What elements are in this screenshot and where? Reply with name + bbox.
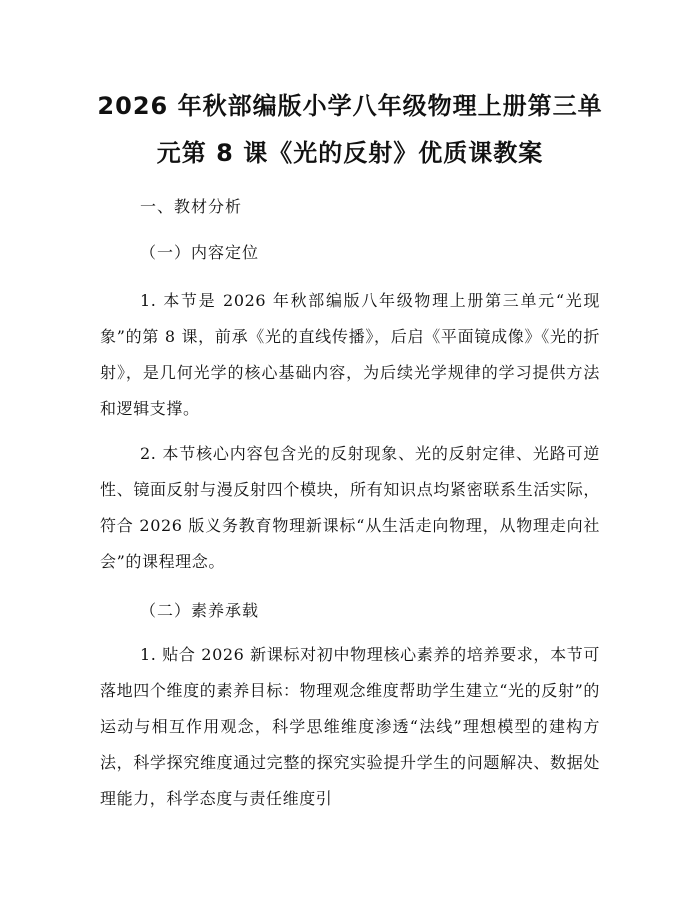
subsection-heading-content-position: （一）内容定位 (140, 243, 260, 262)
paragraph-content-position-1: 1. 本节是 2026 年秋部编版八年级物理上册第三单元“光现象”的第 8 课，前承《光的直线传播》，后启《平面镜成像》《光的折射》，是几何光学的核心基础内容，为后续光学规律的学习提供方法和逻辑支撑。 (100, 291, 600, 418)
document-title-line-1: 2026 年秋部编版小学八年级物理上册第三单 (97, 92, 603, 120)
paragraph-literacy-1: 1. 贴合 2026 新课标对初中物理核心素养的培养要求，本节可落地四个维度的素养目标：物理观念维度帮助学生建立“光的反射”的运动与相互作用观念，科学思维维度渗透“法线”理想模型的建构方法，科学探究维度通过完整的探究实验提升学生的问题解决、数据处理能力，科学态度与责任维度引 (100, 645, 600, 808)
subsection-heading-literacy: （二）素养承载 (140, 601, 260, 620)
section-heading-textbook-analysis: 一、教材分析 (140, 197, 243, 216)
paragraph-content-position-2: 2. 本节核心内容包含光的反射现象、光的反射定律、光路可逆性、镜面反射与漫反射四个模块，所有知识点均紧密联系生活实际，符合 2026 版义务教育物理新课标“从生活走向物理，从物理走向社会”的课程理念。 (100, 444, 600, 571)
document-title-line-2: 元第 8 课《光的反射》优质课教案 (156, 139, 544, 167)
